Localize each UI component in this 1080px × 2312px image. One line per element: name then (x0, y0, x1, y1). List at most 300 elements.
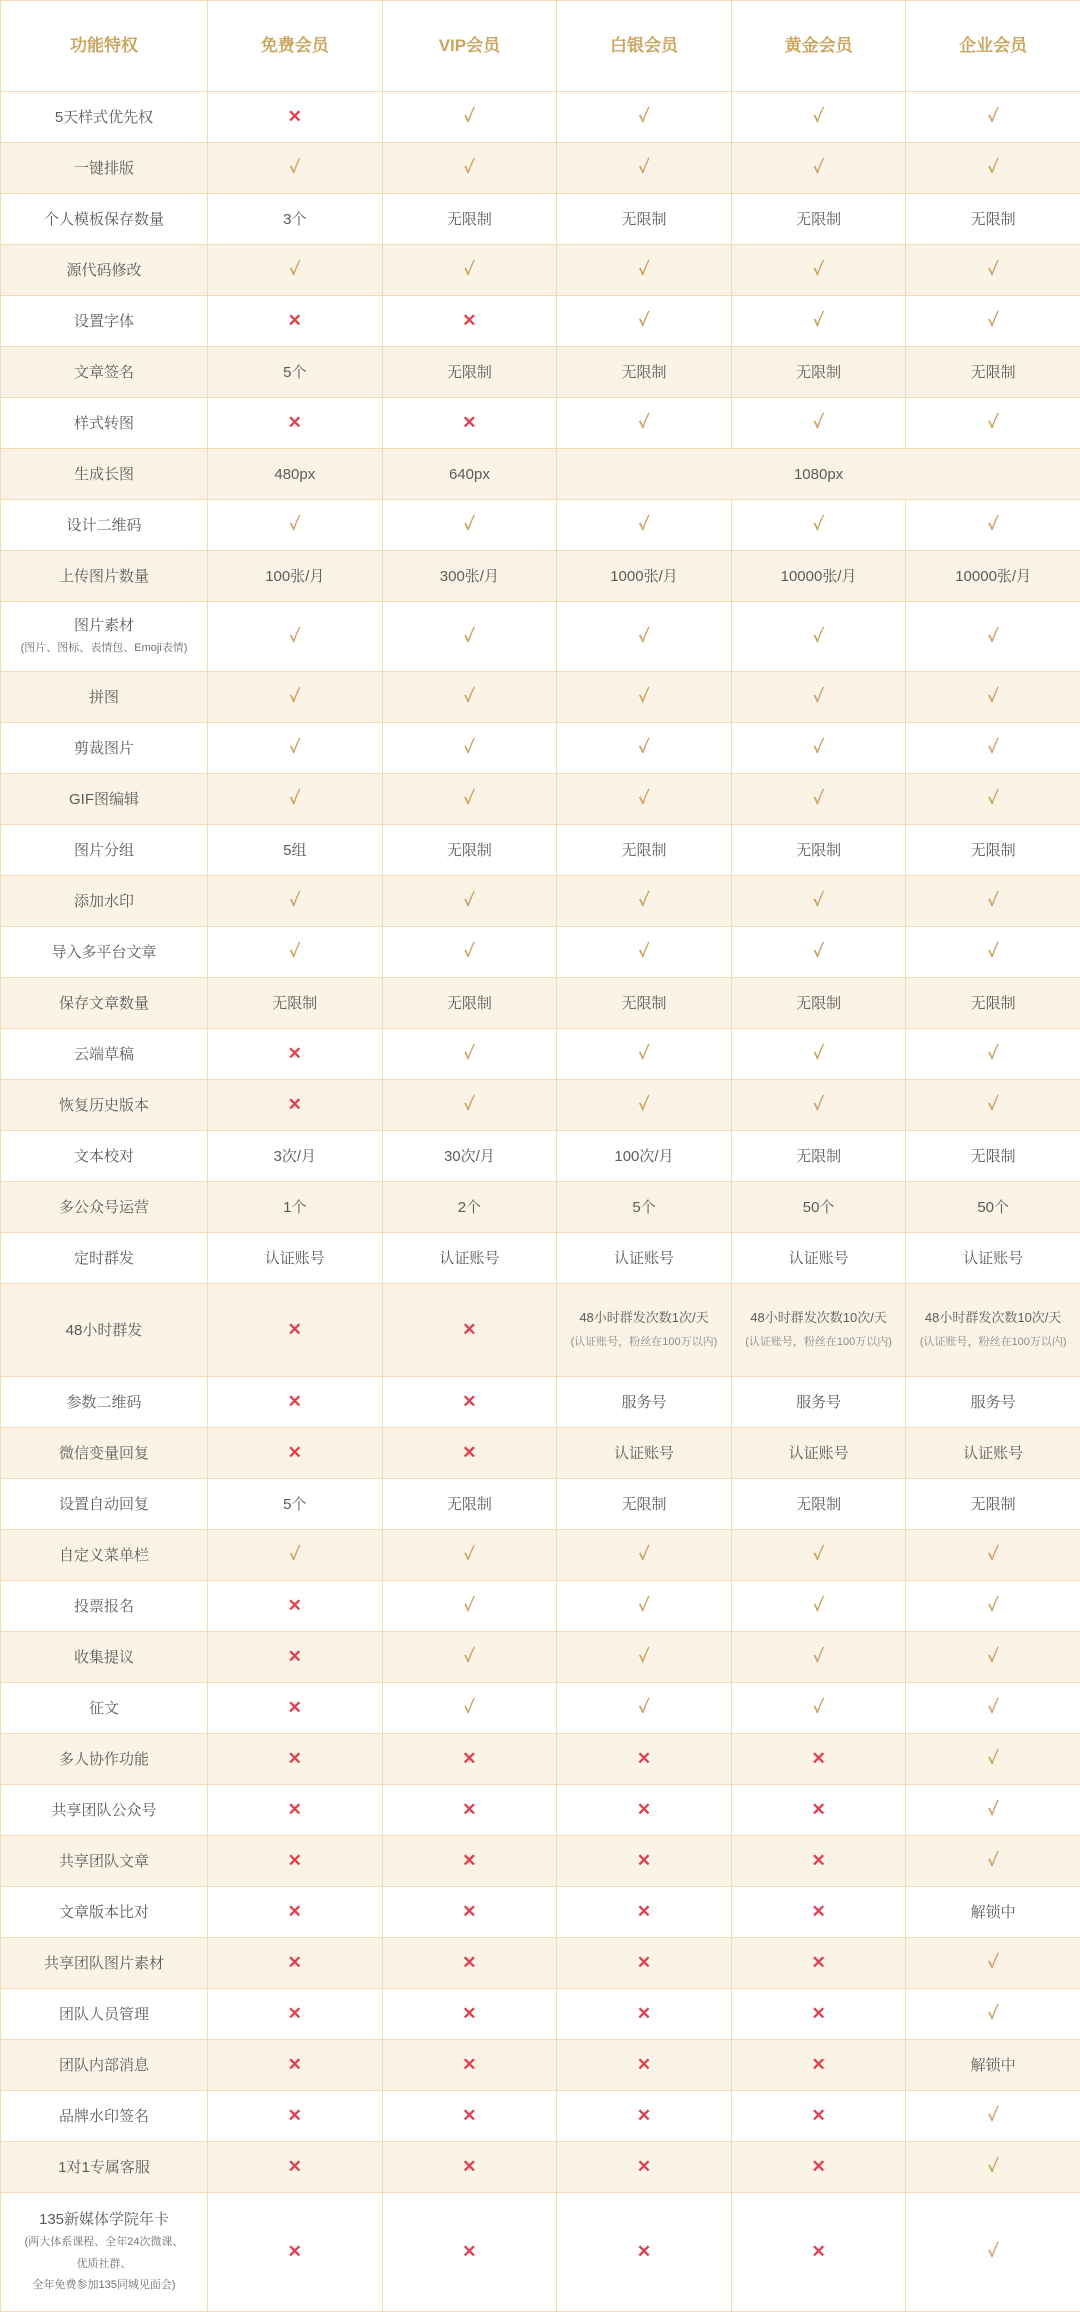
cross-icon: ✕ (637, 2053, 651, 2077)
table-row (1, 1887, 1080, 1938)
plan-cell (731, 92, 906, 143)
feature-cell (1, 296, 208, 347)
check-icon: ✓ (988, 1951, 999, 1975)
plan-cell (731, 876, 906, 927)
feature-name: 样式转图 (7, 413, 201, 434)
cell-value: 100次/月 (563, 1146, 725, 1167)
check-icon: ✓ (464, 513, 475, 537)
plan-cell (731, 927, 906, 978)
check-icon: ✓ (639, 889, 650, 913)
check-icon: ✓ (464, 1093, 475, 1117)
cell-value: 48小时群发次数1次/天 (563, 1309, 725, 1327)
plan-cell (731, 245, 906, 296)
feature-cell (1, 2040, 208, 2091)
plan-cell (557, 774, 732, 825)
plan-cell (557, 1938, 732, 1989)
plan-cell (731, 1683, 906, 1734)
feature-name: 参数二维码 (7, 1392, 201, 1413)
cross-icon: ✕ (637, 1798, 651, 1822)
feature-cell (1, 602, 208, 672)
cross-icon: ✕ (811, 1951, 825, 1975)
table-row (1, 2193, 1080, 2312)
plan-cell (557, 398, 732, 449)
plan-cell (208, 927, 383, 978)
feature-cell (1, 194, 208, 245)
feature-cell (1, 1887, 208, 1938)
check-icon: ✓ (639, 787, 650, 811)
check-icon: ✓ (639, 1645, 650, 1669)
cross-icon: ✕ (288, 1042, 302, 1066)
cross-icon: ✕ (462, 2053, 476, 2077)
cell-value: 640px (389, 464, 551, 485)
plan-cell (382, 296, 557, 347)
cell-value: 无限制 (912, 362, 1074, 383)
plan-cell (906, 1131, 1080, 1182)
plan-cell (557, 1284, 732, 1377)
check-icon: ✓ (813, 1543, 824, 1567)
check-icon: ✓ (813, 1594, 824, 1618)
feature-name: 共享团队文章 (7, 1851, 201, 1872)
feature-name: GIF图编辑 (7, 789, 201, 810)
table-row (1, 1683, 1080, 1734)
plan-cell (557, 2040, 732, 2091)
plan-cell (731, 1080, 906, 1131)
plan-cell (382, 825, 557, 876)
table-row (1, 449, 1080, 500)
cell-value: 5个 (563, 1197, 725, 1218)
cross-icon: ✕ (288, 1318, 302, 1342)
check-icon: ✓ (464, 736, 475, 760)
plan-cell (557, 143, 732, 194)
check-icon: ✓ (639, 105, 650, 129)
plan-cell (208, 1029, 383, 1080)
column-header-plan: 免费会员 (208, 1, 383, 92)
plan-cell (382, 927, 557, 978)
feature-cell (1, 1989, 208, 2040)
check-icon: ✓ (639, 1594, 650, 1618)
cross-icon: ✕ (462, 2155, 476, 2179)
check-icon: ✓ (988, 1696, 999, 1720)
column-header-plan: VIP会员 (382, 1, 557, 92)
plan-cell (906, 1785, 1080, 1836)
cross-icon: ✕ (288, 1951, 302, 1975)
cross-icon: ✕ (811, 2053, 825, 2077)
cell-value: 无限制 (738, 1494, 900, 1515)
plan-cell (731, 1530, 906, 1581)
plan-cell (208, 1785, 383, 1836)
feature-name: 多公众号运营 (7, 1197, 201, 1218)
feature-name: 剪裁图片 (7, 738, 201, 759)
cell-value: 服务号 (912, 1392, 1074, 1413)
check-icon: ✓ (289, 940, 300, 964)
check-icon: ✓ (988, 625, 999, 649)
table-row (1, 1029, 1080, 1080)
feature-name: 导入多平台文章 (7, 942, 201, 963)
feature-cell (1, 2142, 208, 2193)
plan-cell (906, 194, 1080, 245)
feature-name: 个人模板保存数量 (7, 209, 201, 230)
plan-cell (731, 1233, 906, 1284)
plan-cell (557, 2142, 732, 2193)
check-icon: ✓ (988, 685, 999, 709)
check-icon: ✓ (988, 309, 999, 333)
check-icon: ✓ (464, 787, 475, 811)
cell-value: 5个 (214, 1494, 376, 1515)
check-icon: ✓ (813, 685, 824, 709)
cell-value: 1080px (563, 464, 1074, 485)
plan-cell (557, 2091, 732, 2142)
plan-cell (906, 500, 1080, 551)
plan-cell (208, 347, 383, 398)
plan-cell (731, 1377, 906, 1428)
cross-icon: ✕ (288, 1747, 302, 1771)
plan-cell (208, 1989, 383, 2040)
check-icon: ✓ (988, 513, 999, 537)
feature-cell (1, 927, 208, 978)
cell-value: 无限制 (912, 1494, 1074, 1515)
plan-cell (382, 449, 557, 500)
feature-cell (1, 143, 208, 194)
cross-icon: ✕ (637, 2104, 651, 2128)
check-icon: ✓ (988, 105, 999, 129)
check-icon: ✓ (464, 1594, 475, 1618)
feature-cell (1, 978, 208, 1029)
cell-value: 5个 (214, 362, 376, 383)
plan-cell (557, 672, 732, 723)
plan-cell (557, 1836, 732, 1887)
cell-value: 无限制 (563, 209, 725, 230)
feature-subtext: (两大体系课程、全年24次微课、 (7, 2234, 201, 2252)
plan-cell (382, 1836, 557, 1887)
check-icon: ✓ (464, 105, 475, 129)
plan-cell (906, 602, 1080, 672)
plan-cell (208, 876, 383, 927)
feature-cell (1, 551, 208, 602)
cross-icon: ✕ (288, 1390, 302, 1414)
cross-icon: ✕ (637, 1849, 651, 1873)
plan-cell (731, 1734, 906, 1785)
check-icon: ✓ (988, 1093, 999, 1117)
plan-cell (557, 194, 732, 245)
cell-value: 认证账号 (563, 1443, 725, 1464)
feature-subtext: 全年免费参加135同城见面会) (7, 2277, 201, 2295)
plan-cell (208, 245, 383, 296)
cross-icon: ✕ (288, 1594, 302, 1618)
feature-cell (1, 1479, 208, 1530)
cross-icon: ✕ (811, 1798, 825, 1822)
table-row (1, 347, 1080, 398)
plan-cell (208, 1284, 383, 1377)
plan-cell (208, 143, 383, 194)
feature-cell (1, 1683, 208, 1734)
cell-value: 48小时群发次数10次/天 (738, 1309, 900, 1327)
plan-cell (906, 672, 1080, 723)
plan-cell (382, 876, 557, 927)
table-row (1, 500, 1080, 551)
cell-value: 解锁中 (912, 2055, 1074, 2076)
cell-value: 无限制 (214, 993, 376, 1014)
cell-value: 3个 (214, 209, 376, 230)
cross-icon: ✕ (288, 1093, 302, 1117)
cell-value: 无限制 (738, 209, 900, 230)
plan-cell (731, 2193, 906, 2312)
plan-cell (382, 1887, 557, 1938)
check-icon: ✓ (639, 309, 650, 333)
feature-name: 共享团队公众号 (7, 1800, 201, 1821)
cross-icon: ✕ (288, 105, 302, 129)
cell-value: 2个 (389, 1197, 551, 1218)
plan-cell (557, 2193, 732, 2312)
plan-cell (382, 2142, 557, 2193)
plan-cell (208, 672, 383, 723)
table-row (1, 194, 1080, 245)
plan-cell (731, 774, 906, 825)
plan-cell (382, 672, 557, 723)
plan-cell (382, 1734, 557, 1785)
plan-cell (557, 1479, 732, 1530)
plan-cell (731, 723, 906, 774)
cell-value: 3次/月 (214, 1146, 376, 1167)
plan-cell (731, 500, 906, 551)
table-row (1, 1479, 1080, 1530)
cross-icon: ✕ (288, 1441, 302, 1465)
feature-cell (1, 1530, 208, 1581)
plan-cell (208, 2142, 383, 2193)
plan-cell (906, 2091, 1080, 2142)
feature-name: 保存文章数量 (7, 993, 201, 1014)
plan-cell (906, 245, 1080, 296)
cell-value: 认证账号 (912, 1443, 1074, 1464)
table-row (1, 245, 1080, 296)
plan-cell (382, 1683, 557, 1734)
plan-cell (382, 500, 557, 551)
table-row (1, 1233, 1080, 1284)
cross-icon: ✕ (288, 1798, 302, 1822)
plan-cell (382, 398, 557, 449)
plan-cell (906, 347, 1080, 398)
feature-cell (1, 825, 208, 876)
feature-name: 云端草稿 (7, 1044, 201, 1065)
plan-cell (557, 1632, 732, 1683)
feature-cell (1, 449, 208, 500)
check-icon: ✓ (464, 1042, 475, 1066)
cross-icon: ✕ (637, 2155, 651, 2179)
check-icon: ✓ (813, 258, 824, 282)
feature-cell (1, 1029, 208, 1080)
plan-cell (557, 1785, 732, 1836)
plan-cell (382, 551, 557, 602)
plan-cell (731, 2142, 906, 2193)
plan-cell (382, 1428, 557, 1479)
plan-cell (208, 296, 383, 347)
check-icon: ✓ (639, 940, 650, 964)
check-icon: ✓ (639, 1696, 650, 1720)
cell-value: 无限制 (912, 1146, 1074, 1167)
plan-cell (731, 1029, 906, 1080)
check-icon: ✓ (639, 685, 650, 709)
plan-cell (906, 876, 1080, 927)
cell-value: 解锁中 (912, 1902, 1074, 1923)
cross-icon: ✕ (288, 1900, 302, 1924)
table-row (1, 1785, 1080, 1836)
cross-icon: ✕ (288, 2053, 302, 2077)
check-icon: ✓ (639, 1543, 650, 1567)
plan-cell (208, 1233, 383, 1284)
feature-cell (1, 723, 208, 774)
plan-cell (382, 1530, 557, 1581)
check-icon: ✓ (988, 787, 999, 811)
check-icon: ✓ (813, 940, 824, 964)
plan-cell (906, 1029, 1080, 1080)
feature-name: 图片素材 (7, 615, 201, 636)
feature-cell (1, 1836, 208, 1887)
plan-cell (906, 2040, 1080, 2091)
feature-cell (1, 1182, 208, 1233)
cell-value: 无限制 (389, 1494, 551, 1515)
cross-icon: ✕ (462, 411, 476, 435)
plan-cell (208, 1581, 383, 1632)
plan-cell (731, 672, 906, 723)
plan-cell (382, 92, 557, 143)
cell-value: 100张/月 (214, 566, 376, 587)
feature-cell (1, 2091, 208, 2142)
plan-cell (208, 1734, 383, 1785)
check-icon: ✓ (289, 1543, 300, 1567)
plan-cell (208, 1530, 383, 1581)
feature-name: 自定义菜单栏 (7, 1545, 201, 1566)
plan-cell (557, 1080, 732, 1131)
check-icon: ✓ (464, 625, 475, 649)
check-icon: ✓ (464, 156, 475, 180)
cross-icon: ✕ (637, 1900, 651, 1924)
plan-cell (557, 92, 732, 143)
check-icon: ✓ (464, 940, 475, 964)
feature-cell (1, 1080, 208, 1131)
check-icon: ✓ (289, 156, 300, 180)
feature-cell (1, 398, 208, 449)
table-row (1, 1284, 1080, 1377)
check-icon: ✓ (988, 1798, 999, 1822)
cell-value: 认证账号 (389, 1248, 551, 1269)
check-icon: ✓ (988, 2104, 999, 2128)
check-icon: ✓ (988, 1645, 999, 1669)
feature-cell (1, 1377, 208, 1428)
plan-cell (382, 194, 557, 245)
feature-name: 源代码修改 (7, 260, 201, 281)
check-icon: ✓ (639, 736, 650, 760)
cell-value: 无限制 (389, 840, 551, 861)
table-row (1, 876, 1080, 927)
cell-value: 50个 (738, 1197, 900, 1218)
cross-icon: ✕ (811, 2240, 825, 2264)
feature-cell (1, 92, 208, 143)
plan-cell (731, 296, 906, 347)
plan-cell (382, 1029, 557, 1080)
check-icon: ✓ (813, 889, 824, 913)
plan-cell (731, 1938, 906, 1989)
plan-cell (382, 245, 557, 296)
plan-cell (906, 1887, 1080, 1938)
plan-cell (906, 774, 1080, 825)
plan-cell (208, 774, 383, 825)
table-row (1, 825, 1080, 876)
plan-cell (208, 1182, 383, 1233)
column-header-plan: 白银会员 (557, 1, 732, 92)
feature-name: 一键排版 (7, 158, 201, 179)
plan-cell (906, 2142, 1080, 2193)
plan-cell (557, 1734, 732, 1785)
plan-cell (731, 143, 906, 194)
plan-cell (382, 1233, 557, 1284)
plan-cell (557, 1530, 732, 1581)
check-icon: ✓ (464, 889, 475, 913)
feature-cell (1, 1284, 208, 1377)
plan-cell (208, 1632, 383, 1683)
plan-cell (208, 1938, 383, 1989)
plan-cell (731, 2040, 906, 2091)
plan-cell (731, 2091, 906, 2142)
plan-cell (557, 551, 732, 602)
plan-cell (906, 1836, 1080, 1887)
feature-cell (1, 672, 208, 723)
cross-icon: ✕ (811, 1849, 825, 1873)
cell-note: (认证账号，粉丝在100万以内) (912, 1335, 1074, 1350)
check-icon: ✓ (988, 1543, 999, 1567)
plan-cell (731, 1182, 906, 1233)
table-row (1, 1989, 1080, 2040)
feature-cell (1, 1938, 208, 1989)
cross-icon: ✕ (288, 2104, 302, 2128)
feature-cell (1, 347, 208, 398)
table-row (1, 2142, 1080, 2193)
plan-cell (557, 723, 732, 774)
cross-icon: ✕ (288, 411, 302, 435)
plan-cell (208, 1683, 383, 1734)
plan-cell (208, 449, 383, 500)
table-row (1, 927, 1080, 978)
feature-cell (1, 876, 208, 927)
cross-icon: ✕ (288, 1849, 302, 1873)
cell-value: 无限制 (389, 993, 551, 1014)
cross-icon: ✕ (811, 2104, 825, 2128)
plan-cell (906, 551, 1080, 602)
check-icon: ✓ (988, 411, 999, 435)
check-icon: ✓ (988, 1747, 999, 1771)
plan-cell (382, 1581, 557, 1632)
plan-cell (557, 876, 732, 927)
check-icon: ✓ (639, 625, 650, 649)
plan-cell (731, 1632, 906, 1683)
table-row (1, 1836, 1080, 1887)
plan-cell (382, 1989, 557, 2040)
feature-name: 5天样式优先权 (7, 107, 201, 128)
plan-cell (906, 1989, 1080, 2040)
cell-note: (认证账号，粉丝在100万以内) (563, 1335, 725, 1350)
cross-icon: ✕ (462, 1798, 476, 1822)
check-icon: ✓ (813, 1645, 824, 1669)
plan-cell (382, 1632, 557, 1683)
plan-cell (906, 1581, 1080, 1632)
cross-icon: ✕ (462, 1900, 476, 1924)
check-icon: ✓ (813, 309, 824, 333)
cross-icon: ✕ (811, 1900, 825, 1924)
plan-cell (382, 347, 557, 398)
cross-icon: ✕ (288, 309, 302, 333)
feature-name: 生成长图 (7, 464, 201, 485)
cell-value: 无限制 (563, 362, 725, 383)
plan-cell (382, 1377, 557, 1428)
plan-cell (382, 2193, 557, 2312)
